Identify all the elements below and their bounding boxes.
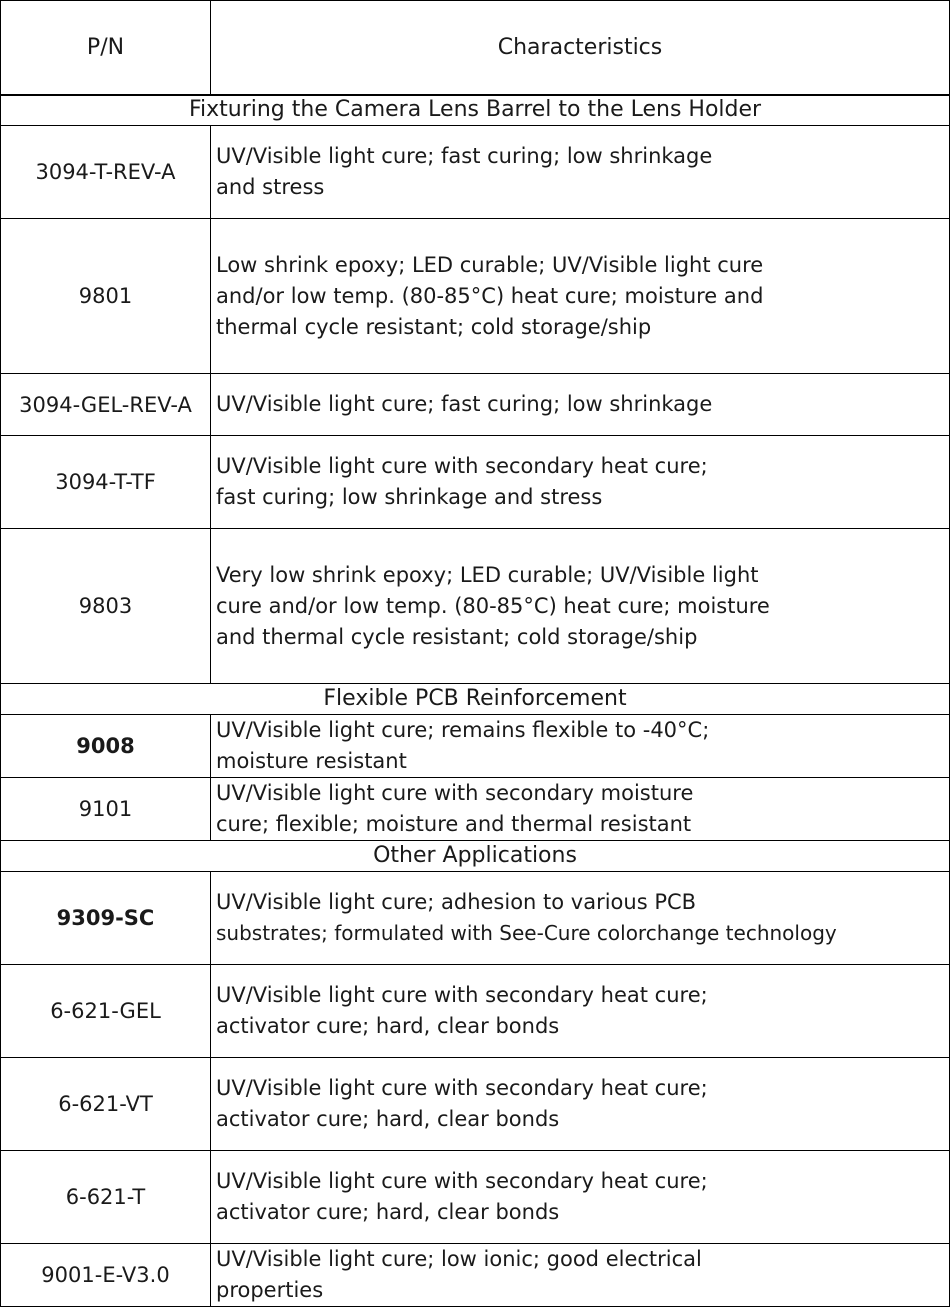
characteristics-line: UV/Visible light cure with secondary heat cure; [216,454,708,478]
section-title: Other Applications [1,841,950,872]
characteristics-line: UV/Visible light cure with secondary moisture [216,781,694,805]
characteristics-line: moisture resistant [216,749,407,773]
characteristics-line: UV/Visible light cure; adhesion to various PCB [216,890,697,914]
table-row [1,529,950,684]
table-row [1,872,950,965]
header-pn: P/N [1,1,211,95]
characteristics [211,872,950,965]
header-characteristics: Characteristics [211,1,950,95]
characteristics-line: fast curing; low shrinkage and stress [216,485,603,509]
characteristics [211,778,950,841]
table-row [1,374,950,436]
part-number: 9008 [1,715,211,778]
characteristics [211,529,950,684]
characteristics [211,219,950,374]
characteristics-line: activator cure; hard, clear bonds [216,1014,560,1038]
characteristics-line: activator cure; hard, clear bonds [216,1107,560,1131]
part-number: 6-621-GEL [1,965,211,1058]
characteristics [211,436,950,529]
characteristics-line: Low shrink epoxy; LED curable; UV/Visible light cure [216,252,764,277]
part-number: 9309-SC [1,872,211,965]
part-number: 3094-GEL-REV-A [1,374,211,436]
characteristics-line: UV/Visible light cure with secondary heat cure; [216,1169,708,1193]
table-body [1,95,950,1307]
characteristics-line: and stress [216,175,325,199]
part-number: 9101 [1,778,211,841]
table-row [1,965,950,1058]
table-header [1,1,950,95]
characteristics-line: thermal cycle resistant; cold storage/ship [216,314,652,339]
characteristics [211,374,950,436]
table-row [1,436,950,529]
part-number: 3094-T-TF [1,436,211,529]
characteristics [211,715,950,778]
characteristics-line: UV/Visible light cure with secondary heat cure; [216,1076,708,1100]
table-row [1,126,950,219]
characteristics-line: UV/Visible light cure; fast curing; low shrinkage [216,392,713,416]
characteristics-line: activator cure; hard, clear bonds [216,1200,560,1224]
characteristics-line: UV/Visible light cure; low ionic; good electrical [216,1247,702,1271]
part-number: 6-621-T [1,1151,211,1244]
part-number: 6-621-VT [1,1058,211,1151]
table-row [1,1244,950,1307]
characteristics-line: substrates; formulated with See-Cure colorchange technology [216,921,837,945]
part-number: 9803 [1,529,211,684]
characteristics-line: and/or low temp. (80-85°C) heat cure; moisture and [216,283,764,308]
section-row [1,684,950,715]
part-number: 3094-T-REV-A [1,126,211,219]
table-row [1,1058,950,1151]
section-row [1,841,950,872]
characteristics-line: UV/Visible light cure; remains flexible to -40°C; [216,718,710,742]
table-row [1,219,950,374]
characteristics-line: UV/Visible light cure; fast curing; low shrinkage [216,144,713,168]
characteristics-line: UV/Visible light cure with secondary heat cure; [216,983,708,1007]
characteristics [211,1151,950,1244]
section-row [1,95,950,126]
characteristics [211,1244,950,1307]
characteristics [211,1058,950,1151]
characteristics-line: Very low shrink epoxy; LED curable; UV/Visible light [216,562,759,587]
section-title: Fixturing the Camera Lens Barrel to the Lens Holder [1,95,950,126]
table-row [1,778,950,841]
characteristics [211,965,950,1058]
table-row [1,715,950,778]
section-title: Flexible PCB Reinforcement [1,684,950,715]
part-number: 9801 [1,219,211,374]
part-number: 9001-E-V3.0 [1,1244,211,1307]
characteristics-line: cure; flexible; moisture and thermal resistant [216,812,692,836]
characteristics-line: properties [216,1278,324,1302]
table-row [1,1151,950,1244]
characteristics-line: and thermal cycle resistant; cold storage/ship [216,624,698,649]
characteristics [211,126,950,219]
characteristics-line: cure and/or low temp. (80-85°C) heat cure; moisture [216,593,770,618]
